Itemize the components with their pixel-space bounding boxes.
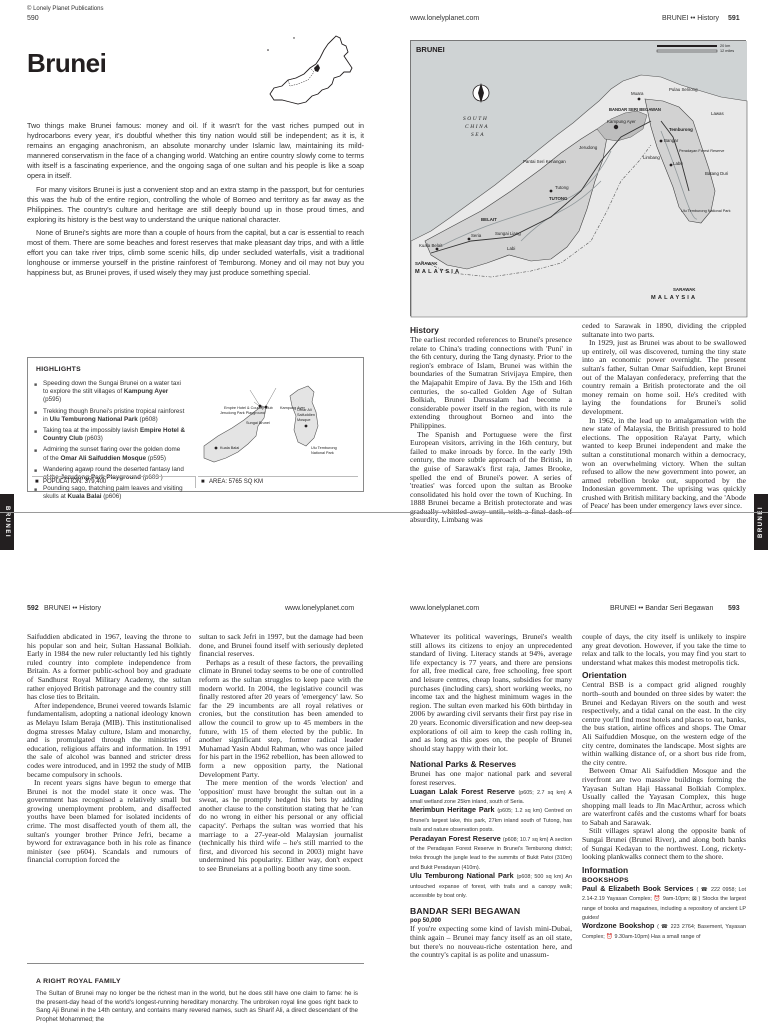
intro-paragraph: Two things make Brunei famous: money and oil. If it wasn't for the vast riches pumped out in hydrocarbons every year, it's doubtful whether this tiny nation would still be independent; as it is, it remains an engaging anachronism, an absolute monarchy under Islamic law, maintaining its mild-mannered conservatism in the face of a changing world. Watching an entire country slowly come to terms with itself is a fascinating experience, and the ongoing saga of one sultan and his people is like a soap opera in itself. (27, 121, 364, 181)
town-marker (436, 248, 439, 251)
orientation-heading: Orientation (582, 670, 627, 681)
capital-label: BANDAR SERI BEGAWAN (609, 107, 661, 112)
region-label: SARAWAK (415, 261, 438, 266)
country-label: MALAYSIA (651, 295, 698, 301)
orientation-paragraph: Central BSB is a compact grid aligned roughly north–south and bounded on three sides by water: the Brunei and Kedayan Rivers on the south and west respectively, and a tidal canal on the east. In the city centre you'll find most hotels and places to eat, banks, the bus station, airline offices and shops. The Omar Ali Saifuddien Mosque, on the western edge of the city centre, dominates the landscape. Most sights are within walking distance of, or a short bus ride from, the city centre. (582, 680, 746, 767)
history-paragraph: Perhaps as a result of these factors, the prevailing climate in Brunei today seems to be one of controlled reform as the sultan struggles to keep pace with the modern world. In 2004, the legislative council was finally restored after 20 years of 'emergency' law. So far the 29 incumbents are all royal relatives or cronies, but the constitution has been amended to allow the council to grow up to 45 members in the future, with 15 of them elected by the public. In another significant step, former radical leader Muhamad Yasin Abdul Rahman, who was once jailed for his part in the 1962 rebellion, has been allowed to form a new opposition party, the National Development Party. (199, 657, 363, 779)
intro-text (27, 121, 364, 278)
town-label: Jerudong (579, 145, 598, 150)
history-paragraph: In 1929, just as Brunei was about to be swallowed up entirely, oil was discovered, turning the tiny state into an economic power overnight. The present sultan's father, Sultan Omar Saifuddien, kept Brunei out of the Malayan confederacy, preferring that the country remain a British protectorate and the oil money remain on home soil. He's credited with laying the foundations for Brunei's solid development. (582, 338, 746, 416)
brunei-map (410, 40, 746, 316)
town-marker (550, 190, 553, 193)
bookshops-heading: BOOKSHOPS (582, 876, 629, 884)
history-column-4 (199, 633, 363, 874)
scale-miles: 12 miles (720, 49, 735, 53)
island-dot (267, 49, 269, 51)
site-marker (215, 447, 218, 450)
bullet-icon: ■ (34, 382, 38, 388)
bsb-column-2 (582, 633, 746, 941)
site-url: www.lonelyplanet.com (410, 605, 480, 612)
highlight-item: ■ Pounding sago, thatching palm leaves and visiting skulls at Kuala Balai (p606) (34, 485, 183, 501)
park-entry: Peradayan Forest Reserve (p608; 10.7 sq km) A section of the Peradayan Forest Reserve in Brunei's Temburong district; treks through the jungle lead to the summits of Bukit Patoi (310m) and Bukit Peradayan (410m). (410, 833, 572, 871)
island-label: Pulau Selirong (669, 87, 698, 92)
population-stat: POPULATION: 379,400 (43, 479, 107, 485)
highlight-item: ■ Wandering agawp round the deserted fantasy land of the Jerudong Park Playground (p603 ) (34, 465, 184, 482)
copyright-line: © Lonely Planet Publications (27, 6, 104, 12)
box-heading: A RIGHT ROYAL FAMILY (36, 978, 121, 985)
history-heading: History (410, 325, 439, 335)
orientation-paragraph: Between Omar Ali Saifuddien Mosque and the riverfront are two massive buildings forming the Yayasan Sultan Haji Hassanal Bolkiah Complex. Usually called the Yayasan Complex, this huge shopping mall leads to Jln MacArthur, across which are waterfront cafés and the customs wharf for boats to Sabah and Sarawak. (582, 766, 746, 827)
site-url: www.lonelyplanet.com (410, 15, 480, 22)
region-label: SARAWAK (673, 287, 696, 292)
town-marker (638, 98, 641, 101)
town-label: Tutong (555, 185, 569, 190)
bullet-icon: ■ (34, 467, 38, 474)
capital-marker (614, 125, 618, 129)
brunei-map-drawing (411, 41, 747, 317)
site-marker (305, 425, 308, 428)
page-number-590: 590 (27, 15, 39, 22)
orientation-paragraph: Stilt villages sprawl along the opposite bank of Sungai Brunei (Brunei River), and along both banks of Sungai Kedayan to the northwest. Long, rickety-looking plankwalks connect them to the shore. (582, 826, 746, 862)
sea-label: SEA (471, 132, 486, 138)
section-header: BRUNEI •• Bandar Seri Begawan (610, 605, 714, 612)
scale-bar (657, 45, 717, 47)
town-label: Seria (471, 233, 482, 238)
history-column-3 (27, 633, 191, 865)
town-marker (670, 164, 673, 167)
highlights-box (27, 357, 364, 501)
history-paragraph: sultan to sack Jefri in 1997, but the damage had been done, and Brunei found itself with seriously depleted financial reserves. (199, 632, 363, 659)
town-label: Limbang (643, 155, 660, 160)
highlight-item: ■ Speeding down the Sungai Brunei on a water taxi to explore the stilt villages of Kampung Ayer (p595) (34, 380, 181, 404)
town-label: Kuala Belait (419, 243, 443, 248)
town-marker (660, 140, 663, 143)
highlight-item: ■ Taking tea at the impossibly lavish Empire Hotel & Country Club (p603) (34, 427, 186, 443)
bullet-icon: ■ (35, 479, 39, 485)
bullet-icon: ■ (34, 448, 38, 455)
map-label: Empire Hotel & Country Club (224, 406, 273, 410)
map-label: Omar Ali Saifuddien Mosque (297, 408, 315, 422)
bottom-spread (0, 512, 768, 1024)
population-cell (32, 476, 196, 488)
history-paragraph: Saifuddien abdicated in 1967, leaving the throne to his popular son and heir, Sultan Hassanal Bolkiah. Early in 1984 the new ruler reluctantly led his tightly ruled country into complete independence from Britain. As a former public-school boy and graduate of Sandhurst Royal Military Academy, the sultan rather enjoyed British patronage and the country still has close ties to Britain. (27, 632, 191, 702)
park-entry: Merimbun Heritage Park (p605; 1.2 sq km) Centred on Brunei's largest lake, this park, 27km inland south of Tutong, has trails and nature observation posts. (410, 805, 572, 834)
history-paragraph: In 1962, in the lead up to amalgamation with the new state of Malaysia, the British pressured to hold elections. The opposition Ra'ayat Party, which wanted to keep Brunei independent and make the sultan a constitutional monarch within a democracy, won an overwhelming victory. When the sultan refused to allow the new government into power, an armed rebellion broke out, supported by the Indonesian government. The uprising was quickly crushed with British military backing, and the 'Abode of Peace' has been under emergency laws ever since. (582, 415, 746, 511)
history-paragraph: The mere mention of the words 'election' and 'opposition' must have brought the sultan out in a sweat, as he promptly hedged his bets by adding another clause to the constitution stating that he 'can do no wrong in either his personal or any official capacity'. Perhaps the sultan was worried that his marriage to a 27-year-old Malaysian journalist (technically his third wife – he's still married to the first, and divorced his second in 2003) might have undermined his popularity. Either way, don't expect to see Bruneians at a polling booth any time soon. (199, 778, 363, 874)
bsb-paragraph: couple of days, the city itself is unlikely to inspire any great devotion. However, if you take the time to relax and talk to the locals, you may find you start to understand what makes this modest metropolis tick. (582, 632, 746, 667)
information-heading: Information (582, 864, 629, 875)
map-label: Jerudong Park Playground (220, 411, 265, 415)
bookshop-entry: Wordzone Bookshop ( ☎ 223 2764; Basement, Yayasan Complex; ⏰ 9.30am-10pm) Has a small range of (582, 921, 747, 940)
town-label: Muara (631, 91, 644, 96)
area-cell (198, 476, 358, 488)
map-label: Kampung Ayer (280, 406, 305, 410)
side-tab-right: BRUNEI (754, 494, 768, 550)
map-title: BRUNEI (416, 45, 445, 54)
history-paragraph: The Spanish and Portuguese were the first European visitors, arriving in the 16th century, but failed to make inroads by force. In the early 19th century, the more subtle approach of the British, in the guise of Sarawak's first raja, James Brooke, spelled the end of Brunei's power. A series of 'treaties' was forced upon the sultan as Brooke consolidated his hold over the town of Kuching. In 1888 Brunei became a British protectorate and was gradually whittled away until, with a final dash of absurdity, Limbang was (410, 429, 572, 525)
chapter-title: Brunei (27, 48, 107, 78)
box-text: The Sultan of Brunei may no longer be the richest man in the world, but he does still have one claim to fame: he is the present-day head of the world's longest-running hereditary monarchy. The unbroken royal line goes right back to Sang Aji Brunei in the 14th century, and contains many revered names, such as Sharif Ali, a direct descendant of the Prophet Mohammed; the (36, 990, 358, 1023)
page-592 (0, 513, 384, 1025)
map-label: Kuala Balai (220, 446, 240, 450)
bookshop-entry: Paul & Elizabeth Book Services ( ☎ 222 0958; Lot 2.14-2.19 Yayasan Complex; ⏰ 9am-10pm; ⊠ ) Stocks the largest range of books and magazines, including a repository of ancient LP guides! (582, 883, 746, 922)
town-marker (468, 238, 471, 241)
bsb-paragraph: If you're expecting some kind of lavish mini-Dubai, think again – Brunei may fancy itself as an oil state, but there's no nouveau-riche ostentation here, and the country's capital is as polite and unassum- (410, 924, 572, 960)
borneo-outline (270, 36, 352, 104)
bullet-icon: ■ (201, 479, 205, 485)
bullet-icon: ■ (34, 429, 38, 436)
place-label: Pantai Seri Kenangan (523, 159, 566, 164)
town-label: Labi (507, 246, 516, 251)
map-label: Sungai Brunei (246, 421, 270, 425)
highlight-item: ■ Admiring the sunset flaring over the golden dome of the Omar Ali Saifuddien Mosque (p595) (34, 446, 181, 462)
bsb-population: pop 50,000 (410, 918, 442, 925)
site-url: www.lonelyplanet.com (285, 605, 355, 612)
bsb-column-1 (410, 633, 572, 960)
bsb-heading: BANDAR SERI BEGAWAN (410, 906, 521, 917)
intro-paragraph: None of Brunei's sights are more than a couple of hours from the capital, but a car is essential to reach most of them. There are some beaches and forest reserves that make pleasant day trips, and with a little effort you can take river trips, climb some scenic hills, dip under secluded waterfalls, visit a traditional longhouse or immerse yourself in the pristine rainforest of Temburong. Money and oil may not buy you happiness but, as Brunei proves, if used wisely they may just produce something special. (27, 227, 364, 278)
highlights-map (198, 366, 358, 478)
town-label: Sungai Liang (495, 231, 521, 236)
park-entry: Ulu Temburong National Park (p608; 500 sq km) An untouched expanse of forest, with trails and a canopy walk; accessible by boat only. (410, 871, 572, 899)
leader-line (250, 390, 260, 406)
map-label: Ulu Temburong National Park (311, 446, 337, 455)
island-dot (293, 37, 294, 38)
sea-label: CHINA (465, 124, 490, 130)
page-591 (384, 0, 768, 525)
town-label: Labu (673, 161, 683, 166)
section-header: BRUNEI •• History (662, 15, 720, 22)
parks-heading: National Parks & Reserves (410, 759, 517, 770)
area-stat: AREA: 5765 SQ KM (209, 479, 264, 485)
page-number-593: 593 (728, 605, 740, 612)
history-paragraph: The earliest recorded references to Brunei's presence relate to China's trading connections with 'Puni' in the 6th century, during the Tang dynasty. Prior to the region's embrace of Islam, Brunei was within the boundaries of the Sumatran Srivijaya Empire, then the Majapahit Empire of Java. By the 15th and 16th centuries, the so-called Golden Age of Sultan Bolkiah, Brunei Darussalam had become a considerable power itself in the region, with its rule extending throughout Borneo and into the Philippines. (410, 335, 572, 430)
intro-paragraph: For many visitors Brunei is just a convenient stop and an extra stamp in the passport, but for centuries this was the hub of the entire region, controlling the whole of Borneo and territory as far away as the Philippines. The country's culture and heritage are still deeply bound up in those proud times, and exploring its history is the best way to understand the unique national character. (27, 184, 364, 224)
history-paragraph: In recent years signs have begun to emerge that Brunei is not the model state it once was. The government has recognised a relatively small but growing unemployment problem, and disaffected youths have been blamed for isolated incidents of crime. The most disaffected youth of them all, the sultan's younger brother Prince Jefri, became a byword for extravagance both in his role as finance minister (see p604). Scandals and rumours of financial corruption forced the (27, 778, 191, 865)
page-number-591: 591 (728, 15, 740, 22)
bullet-icon: ■ (34, 409, 38, 416)
bullet-icon: ■ (34, 487, 38, 494)
sea-label: SOUTH (463, 116, 489, 122)
page-593 (384, 513, 768, 1025)
page-number-592: 592 (27, 605, 39, 612)
highlight-item: ■ Trekking though Brunei's pristine tropical rainforest in Ulu Temburong National Park (p608) (34, 407, 185, 423)
leader-line (266, 388, 276, 406)
park-entry: Luagan Lalak Forest Reserve (p605; 2.7 sq km) A small wetland zone 25km inland, south of Seria. (410, 786, 572, 805)
town-label: Lawas (711, 111, 724, 116)
page-590 (0, 0, 384, 512)
section-header: BRUNEI •• History (44, 605, 102, 612)
town-label: Bangar (664, 138, 679, 143)
parks-intro: Brunei has one major national park and several forest reserves. (410, 769, 572, 787)
side-tab-left: BRUNEI (0, 494, 14, 550)
locator-map (262, 28, 362, 110)
district-label: TUTONG (549, 196, 568, 201)
district-label: BELAIT (481, 217, 497, 222)
history-paragraph: ceded to Sarawak in 1890, dividing the crippled sultanate into two parts. (582, 321, 746, 339)
intro-paragraph: Whatever its political waverings, Brunei's wealth still allows its citizens to enjoy an unprecedented standard of living. Literacy stands at 94%, average life expectancy is 77 years, and there are pensions for all, free medical care, free schooling, free sport and leisure centres, cheap loans, subsidies for many purchases (including cars), short working weeks, no income tax and the highest minimum wages in the region. The sultan even marked his 60th birthday in 2006 by awarding civil servants their first pay rise in 20 years. Economic diversification and new deep-sea explorations of oil aim to keep the cash rolling in, and as long as this goes on, the people of Brunei should stay happy with their lot. (410, 632, 572, 753)
town-label: Batang Duri (705, 171, 729, 176)
country-label: MALAYSIA (415, 269, 462, 275)
history-column-2 (582, 322, 746, 511)
place-label: Kampung Ayer (607, 119, 636, 124)
highlights-heading: HIGHLIGHTS (36, 366, 81, 373)
district-label: Temburong (669, 127, 693, 132)
scale-km: 20 km (720, 44, 731, 48)
park-label: Ulu Temburong National Park (681, 209, 731, 213)
history-paragraph: After independence, Brunei veered towards Islamic fundamentalism, adopting a national ideology known as Melayu Islam Beraja (MIB). This institutionalised dogma stresses Malay culture, Islam and monarchy, and is promulgated through the ministries of education, religious affairs and information. In 1991 the sale of alcohol was banned and stricter dress codes were introduced, and in 1992 the study of MIB became compulsory in schools. (27, 700, 191, 779)
royal-family-box (27, 963, 364, 1033)
history-column-1 (410, 322, 572, 525)
reserve-label: Peradayan Forest Reserve (679, 149, 725, 153)
